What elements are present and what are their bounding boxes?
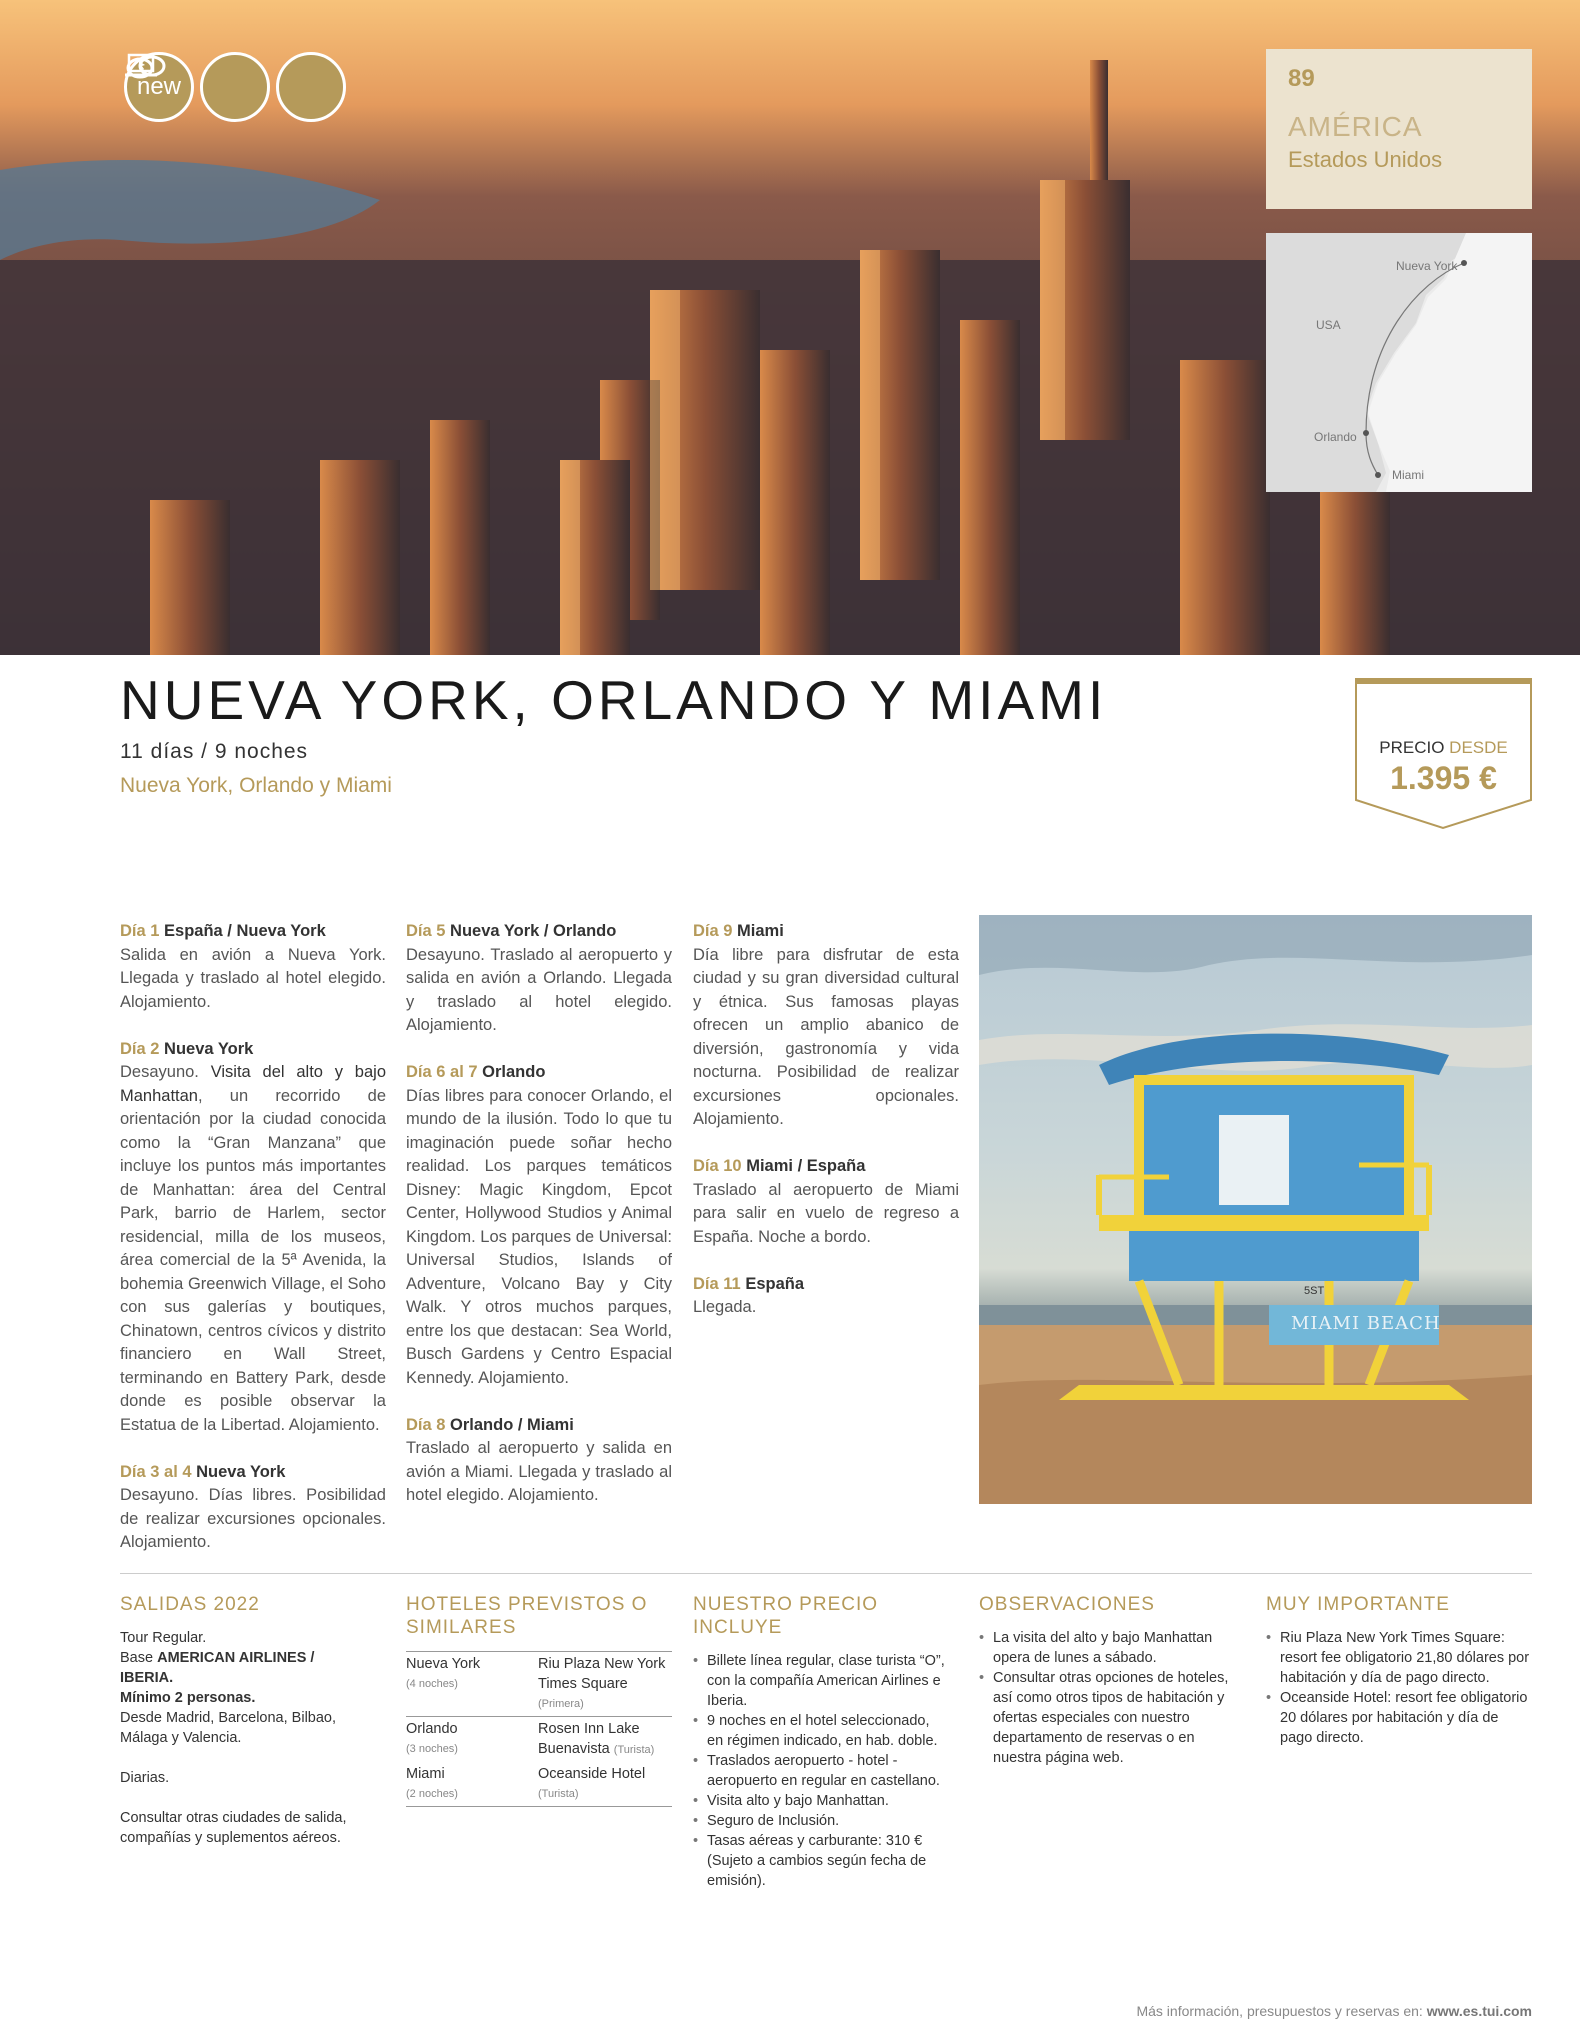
day-place: Miami (737, 922, 784, 940)
footer (1136, 2003, 1532, 2019)
salidas-section (120, 1593, 370, 1848)
day-place: Orlando (482, 1063, 546, 1081)
day-place: Orlando / Miami (450, 1415, 574, 1434)
hotel-table (406, 1651, 672, 1807)
price-box (1355, 678, 1532, 830)
rings-icon (276, 52, 346, 122)
list-item: • Riu Plaza New York Times Square: resort fee obligatorio 21,80 dólares por habitación y día de pago directo. (1280, 1628, 1532, 1688)
airline-name: AMERICAN AIRLINES / IBERIA. (120, 1650, 315, 1686)
section-divider (120, 1573, 1532, 1574)
hotel-city-cell (406, 1762, 538, 1807)
incluye-list (693, 1651, 948, 1891)
list-item: • Seguro de Inclusión. (707, 1811, 948, 1831)
list-item: • La visita del alto y bajo Manhattan opera de lunes a sábado. (993, 1628, 1234, 1668)
hotel-name: Rosen Inn Lake Buenavista (538, 1721, 640, 1757)
day-number: Día 11 (693, 1274, 741, 1293)
day-text: Desayuno. Días libres. Posibilidad de realizar excursiones opcionales. Alojamiento. (120, 1486, 386, 1551)
day-item (693, 1273, 959, 1320)
day-place: España (745, 1274, 805, 1293)
salidas-line: Mínimo 2 personas. (120, 1690, 256, 1706)
map-label-nueva-york: Nueva York (1396, 259, 1458, 273)
hotel-city-cell (406, 1652, 538, 1717)
photo-number: 5ST (1304, 1285, 1325, 1297)
itinerary-column-2 (406, 920, 672, 1531)
map-label-usa: USA (1316, 318, 1341, 332)
duration: 11 días / 9 noches (120, 740, 309, 763)
hotel-city: Miami (406, 1766, 445, 1782)
day-item (120, 1461, 386, 1555)
day-number: Día 9 (693, 922, 733, 940)
day-number: Día 1 (120, 922, 160, 940)
region-label: AMÉRICA (1288, 111, 1423, 142)
salidas-heading: SALIDAS 2022 (120, 1594, 260, 1615)
day-place: Nueva York (196, 1462, 286, 1481)
hoteles-section (406, 1593, 672, 1807)
day-text-c: , un recorrido de orientación por la ciudad conocida como la “Gran Manzana” que incluye los puntos más importantes de Manhattan: área del Central Park, barrio de Harlem, sector residencial, milla de los museos, área comercial de la 5ª Avenida, la bohemia Greenwich Village, el Soho con sus galerías y boutiques, Chinatown, centros cívicos y distrito financiero en Wall Street, terminando en Battery Park, desde donde es posible observar la Estatua de la Libertad. Alojamiento. (120, 1086, 386, 1434)
day-number: Día 3 al 4 (120, 1462, 192, 1481)
day-place: España / Nueva York (164, 922, 326, 940)
salidas-line: Tour Regular. (120, 1630, 207, 1646)
salidas-line: Consultar otras ciudades de salida, compañías y suplementos aéreos. (120, 1810, 347, 1846)
list-item: • Oceanside Hotel: resort fee obligatorio 20 dólares por habitación y día de pago directo. (1280, 1688, 1532, 1748)
day-text: Salida en avión a Nueva York. Llegada y traslado al hotel elegido. Alojamiento. (120, 945, 386, 1011)
country-label: Estados Unidos (1288, 147, 1443, 172)
lifeguard-tower-photo (979, 915, 1532, 1504)
destination-tag (1266, 49, 1532, 209)
page-title: NUEVA YORK, ORLANDO Y MIAMI (120, 669, 1108, 731)
day-text-highlight: Visita del alto y bajo Manhattan (120, 1063, 386, 1105)
day-text (120, 1061, 386, 1437)
importante-section (1266, 1593, 1532, 1748)
day-item (693, 1155, 959, 1249)
route-summary: Nueva York, Orlando y Miami (120, 774, 392, 797)
hotel-nights: (2 noches) (406, 1788, 458, 1800)
observaciones-list (979, 1628, 1234, 1768)
list-item: • Traslados aeropuerto - hotel - aeropuerto en regular en castellano. (707, 1751, 948, 1791)
hotel-nights: (3 noches) (406, 1743, 458, 1755)
list-item: • Tasas aéreas y carburante: 310 € (Sujeto a cambios según fecha de emisión). (707, 1831, 948, 1891)
importante-list (1266, 1628, 1532, 1748)
price-value: 1.395 € (1390, 760, 1497, 796)
hoteles-heading: HOTELES PREVISTOS O SIMILARES (406, 1594, 648, 1638)
day-number: Día 10 (693, 1157, 742, 1175)
map-label-orlando: Orlando (1314, 430, 1357, 444)
list-item: • Billete línea regular, clase turista “O”, con la compañía American Airlines e Iberia. (707, 1651, 948, 1711)
badge-group (124, 52, 346, 122)
hotel-city: Orlando (406, 1721, 458, 1737)
day-text: Traslado al aeropuerto y salida en avión a Miami. Llegada y traslado al hotel elegido. Alojamiento. (406, 1439, 672, 1504)
map-label-miami: Miami (1392, 468, 1424, 482)
price-label (1355, 738, 1532, 758)
new-badge: new (124, 52, 194, 122)
day-place: Nueva York / Orlando (450, 922, 617, 940)
hotel-name-cell (538, 1652, 672, 1717)
day-text: Traslado al aeropuerto de Miami para salir en vuelo de regreso a España. Noche a bordo. (693, 1180, 959, 1246)
hotel-category: (Primera) (538, 1698, 584, 1710)
hotel-name-cell (538, 1762, 672, 1807)
day-text-a: Desayuno. (120, 1063, 211, 1081)
hotel-name: Oceanside Hotel (538, 1766, 646, 1782)
salidas-line (120, 1648, 370, 1688)
day-number: Día 6 al 7 (406, 1063, 478, 1081)
hotel-nights: (4 noches) (406, 1678, 458, 1690)
day-number: Día 8 (406, 1415, 446, 1434)
table-row (406, 1762, 672, 1807)
photo-sign: MIAMI BEACH (1291, 1313, 1441, 1334)
day-number: Día 2 (120, 1039, 160, 1058)
hotel-name: Riu Plaza New York Times Square (538, 1656, 666, 1692)
price-label-a: PRECIO (1379, 738, 1445, 757)
table-row (406, 1717, 672, 1763)
day-text: Llegada. (693, 1298, 757, 1316)
incluye-heading: NUESTRO PRECIO INCLUYE (693, 1594, 879, 1638)
list-item: • Consultar otras opciones de hoteles, así como otros tipos de habitación y ofertas especiales con nuestro departamento de reservas o en nuestra página web. (993, 1668, 1234, 1768)
day-place: Miami / España (746, 1157, 866, 1175)
day-text: Días libres para conocer Orlando, el mundo de la ilusión. Todo lo que tu imaginación puede soñar hecho realidad. Los parques temáticos Disney: Magic Kingdom, Epcot Center, Hollywood Studios y Animal Kingdom. Los parques de Universal: Universal Studios, Islands of Adventure, Volcano Bay y City Walk. Y otros muchos parques, entre los que destacan: Sea World, Busch Gardens y Centro Espacial Kennedy. Alojamiento. (406, 1086, 672, 1387)
day-item (120, 920, 386, 1014)
price-label-b: DESDE (1449, 738, 1508, 757)
day-place: Nueva York (164, 1039, 254, 1058)
page-number: 89 (1288, 65, 1315, 92)
table-row (406, 1652, 672, 1717)
hotel-category: (Turista) (613, 1744, 655, 1756)
day-text: Desayuno. Traslado al aeropuerto y salida en avión a Orlando. Llegada y traslado al hotel elegido. Alojamiento. (406, 945, 672, 1034)
list-item: • Visita alto y bajo Manhattan. (707, 1791, 948, 1811)
list-item: • 9 noches en el hotel seleccionado, en régimen indicado, en hab. doble. (707, 1711, 948, 1751)
footer-text: Más información, presupuestos y reservas en: (1136, 2003, 1427, 2019)
hotel-city: Nueva York (406, 1656, 481, 1672)
importante-heading: MUY IMPORTANTE (1266, 1594, 1450, 1615)
hotel-category: (Turista) (538, 1788, 579, 1800)
day-item (406, 1414, 672, 1508)
hotel-name-cell (538, 1717, 672, 1763)
day-item (406, 1061, 672, 1390)
footer-link[interactable]: www.es.tui.com (1426, 2003, 1532, 2019)
itinerary-column-1 (120, 920, 386, 1578)
route-map (1266, 233, 1532, 492)
salidas-line-a: Base (120, 1650, 158, 1666)
day-item (406, 920, 672, 1038)
incluye-section (693, 1593, 948, 1891)
hotel-city-cell (406, 1717, 538, 1763)
salidas-line: Desde Madrid, Barcelona, Bilbao, Málaga y Valencia. (120, 1710, 337, 1746)
day-text: Día libre para disfrutar de esta ciudad y su gran diversidad cultural y étnica. Sus famosas playas ofrecen un amplio abanico de diversión, gastronomía y vida nocturna. Posibilidad de realizar excursiones opcionales. Alojamiento. (693, 945, 959, 1128)
observaciones-section (979, 1593, 1234, 1768)
salidas-line: Diarias. (120, 1770, 170, 1786)
hero-photo (0, 0, 1580, 655)
day-item (120, 1038, 386, 1438)
day-item (693, 920, 959, 1132)
day-number: Día 5 (406, 922, 446, 940)
itinerary-column-3 (693, 920, 959, 1343)
observaciones-heading: OBSERVACIONES (979, 1594, 1155, 1615)
laptop-icon (200, 52, 270, 122)
